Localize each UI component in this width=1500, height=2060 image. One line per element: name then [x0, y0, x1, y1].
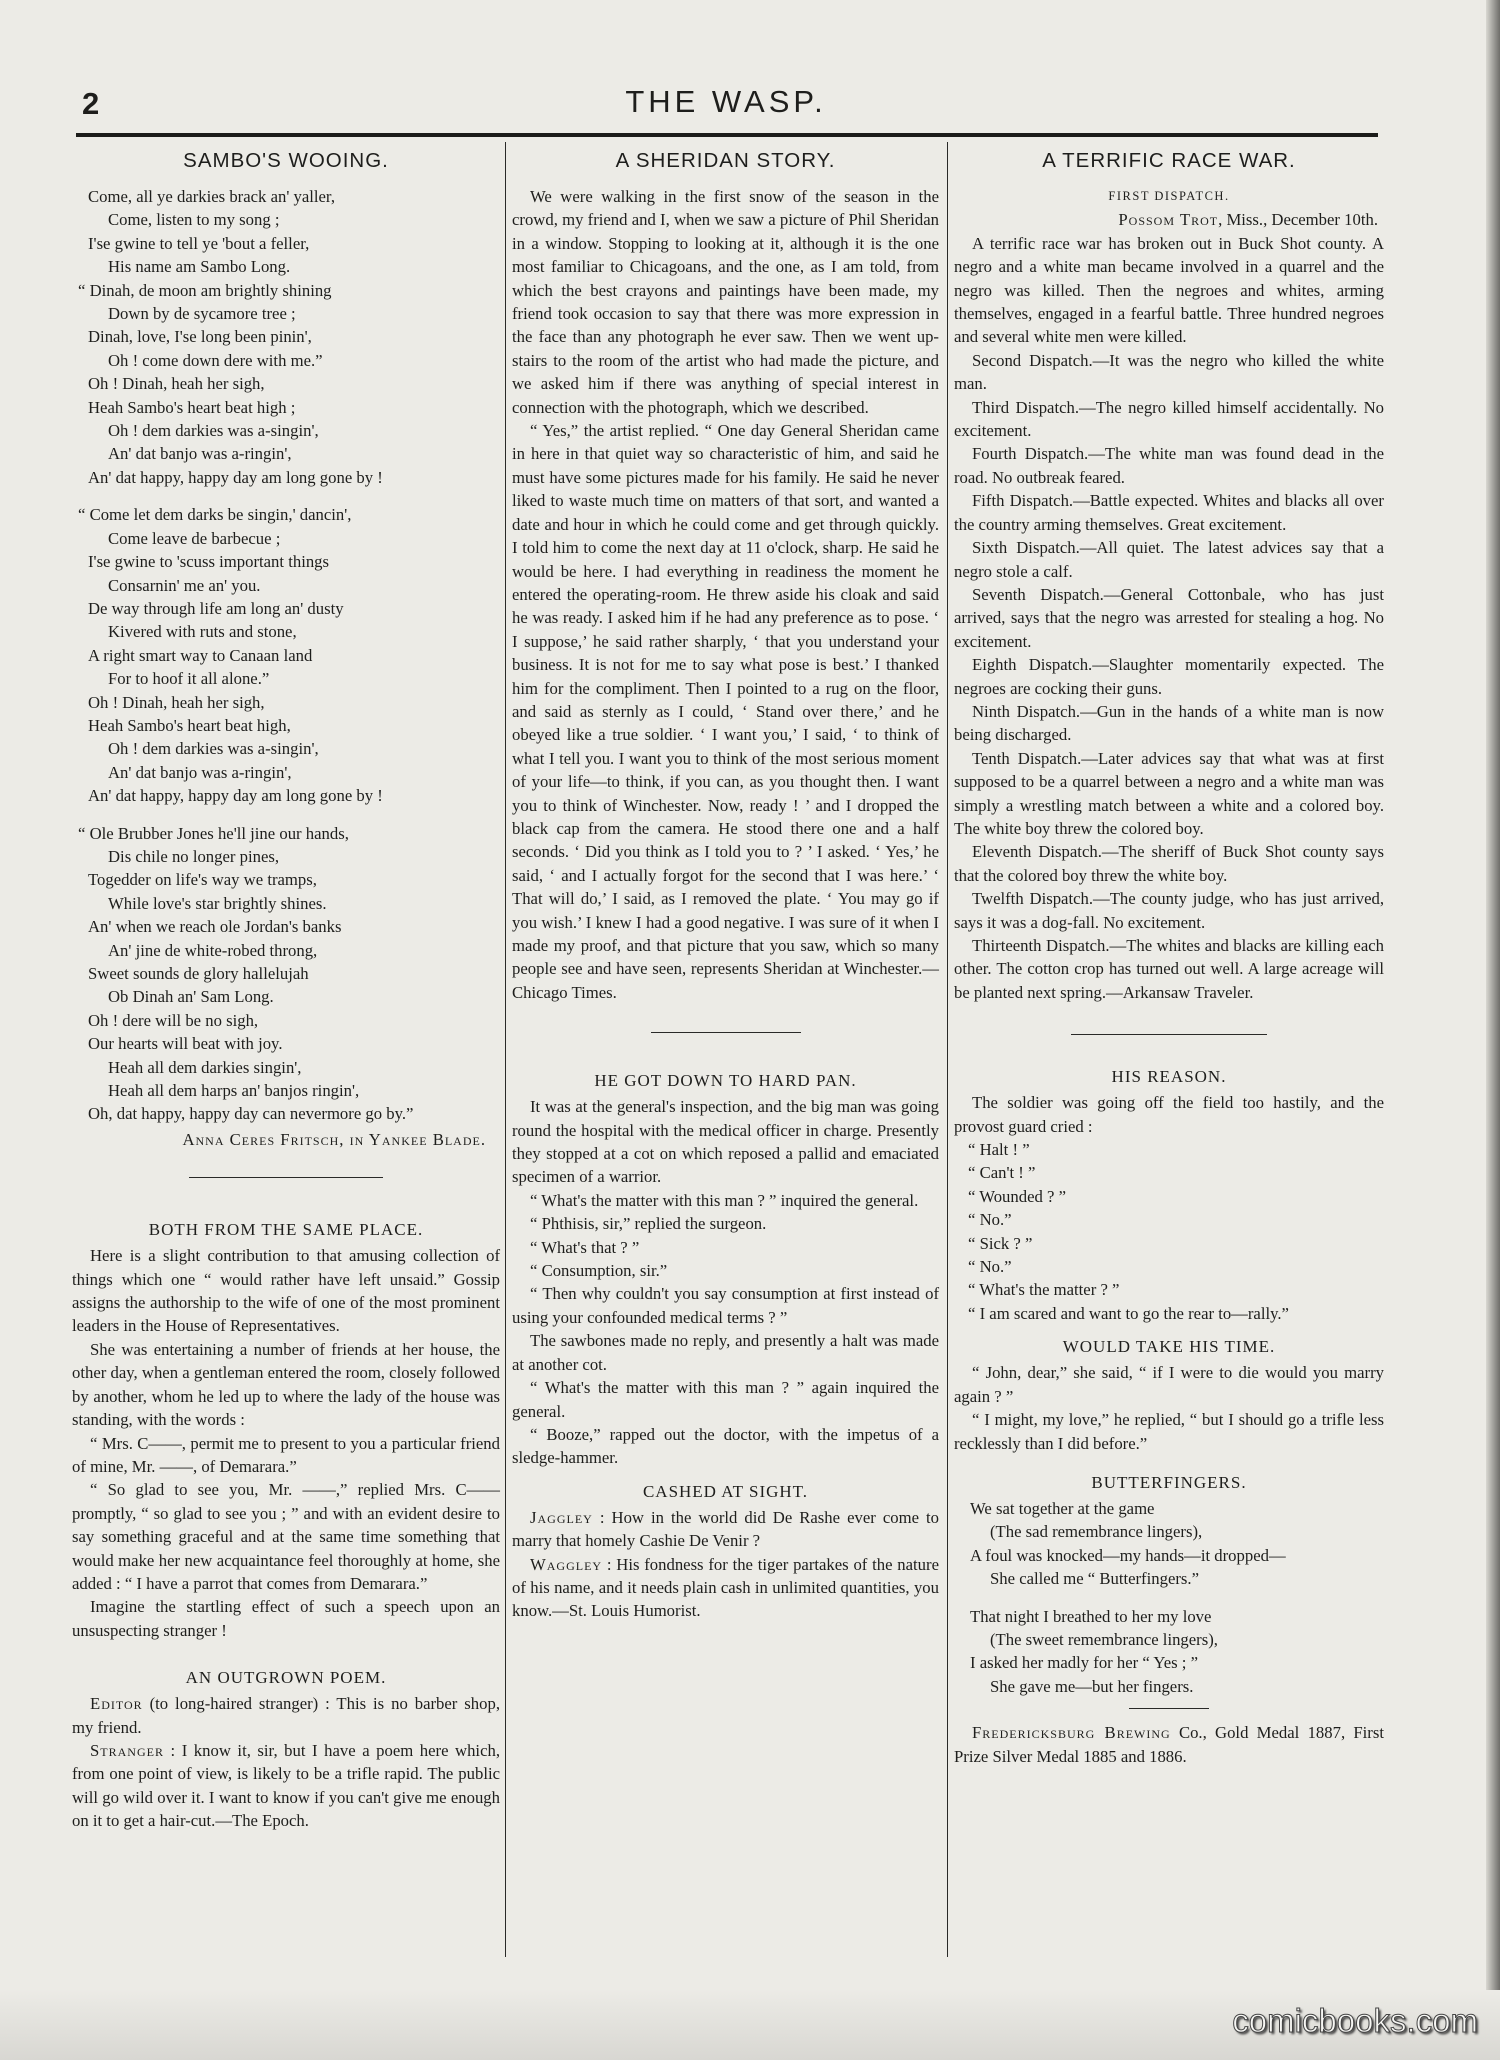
- column-middle: [512, 145, 939, 1623]
- poem-line: Oh ! dere will be no sigh,: [88, 1010, 259, 1030]
- paragraph: Ninth Dispatch.—Gun in the hands of a white man is now being discharged.: [954, 701, 1384, 745]
- page-number: 2: [82, 86, 100, 121]
- dateline: Possom Trot, Miss., December 10th.: [1118, 210, 1378, 230]
- poem-line: Oh, dat happy, happy day can nevermore go by.”: [88, 1104, 414, 1124]
- poem-line: An' dat banjo was a-ringin',: [108, 762, 292, 782]
- article-title: SAMBO'S WOOING.: [183, 149, 389, 172]
- dialogue-line: “ No.”: [968, 1210, 1012, 1230]
- dialogue-line: “ Halt ! ”: [968, 1140, 1030, 1160]
- paragraph: A terrific race war has broken out in Buck Shot county. A negro and a white man became involved in a quarrel and the negro was killed. Then the negroes and whites, arming themselves, engaged in a fearful battle. Three hundred negroes and several white men were killed.: [954, 233, 1384, 347]
- article-title: HE GOT DOWN TO HARD PAN.: [594, 1071, 857, 1091]
- poem-line: “ Come let dem darks be singin,' dancin',: [78, 505, 352, 525]
- article-title: A TERRIFIC RACE WAR.: [1042, 149, 1296, 172]
- poem-line: “ Ole Brubber Jones he'll jine our hands,: [78, 823, 349, 843]
- poem-line: Togedder on life's way we tramps,: [88, 870, 317, 890]
- paragraph: Tenth Dispatch.—Later advices say that what was at first supposed to be a quarrel between a negro and a white man was simply a wrestling match between a white and a colored boy. The white boy threw the colored boy.: [954, 748, 1384, 838]
- paragraph: She was entertaining a number of friends at her house, the other day, when a gentleman entered the room, closely followed by another, whom he led up to where the lady of the house was standing, with the words :: [72, 1339, 500, 1430]
- poem-line: She gave me—but her fingers.: [990, 1676, 1194, 1696]
- poem-line: I'se gwine to tell ye 'bout a feller,: [88, 233, 310, 253]
- paragraph: Eleventh Dispatch.—The sheriff of Buck Shot county says that the colored boy threw the white boy.: [954, 842, 1384, 885]
- poem-line: We sat together at the game: [970, 1498, 1155, 1518]
- column-rule: [505, 142, 506, 1957]
- paragraph: “ John, dear,” she said, “ if I were to die would you marry again ? ”: [954, 1363, 1384, 1406]
- article-body: [72, 1244, 500, 1642]
- paragraph: Eighth Dispatch.—Slaughter momentarily expected. The negroes are cocking their guns.: [954, 655, 1384, 698]
- poem-line: An' dat banjo was a-ringin',: [108, 444, 292, 464]
- article-title: AN OUTGROWN POEM.: [185, 1668, 387, 1688]
- column-left: [72, 145, 500, 1833]
- paragraph: We were walking in the first snow of the season in the crowd, my friend and I, when we saw a picture of Phil Sheridan in a window. Stopping to looking at it, although it is the one most familiar to Chicagoans, and the one, as I am told, from which the best crayons and paintings have been made, my friend took occasion to say that there was more expression in the face than any photograph he ever saw. Then we went up-stairs to the room of the artist who had made the picture, and we asked him if there was anything of special interest in connection with the photograph, which we described.: [512, 187, 939, 417]
- dialogue-line: “ I am scared and want to go the rear to—rally.”: [968, 1303, 1289, 1323]
- paragraph: “ Consumption, sir.”: [530, 1261, 668, 1281]
- page-header: [76, 82, 1376, 132]
- poem-line: Heah Sambo's heart beat high,: [88, 715, 291, 735]
- paragraph: It was at the general's inspection, and the big man was going round the hospital with the medical officer in charge. Presently they stopped at a cot on which reposed a pallid and emaciated specimen of a warrior.: [512, 1097, 939, 1187]
- poem-line: Heah Sambo's heart beat high ;: [88, 397, 296, 417]
- paragraph: “ What's the matter with this man ? ” again inquired the general.: [512, 1378, 939, 1421]
- poem-line: An' when we reach ole Jordan's banks: [88, 917, 342, 937]
- poem-line: That night I breathed to her my love: [970, 1606, 1212, 1626]
- poem-line: I'se gwine to 'scuss important things: [88, 552, 330, 572]
- poem-attribution: Anna Ceres Fritsch, in Yankee Blade.: [182, 1129, 486, 1149]
- poem-line: An' dat happy, happy day am long gone by !: [88, 467, 383, 487]
- poem-line: Dinah, love, I'se long been pinin',: [88, 327, 312, 347]
- poem-line: Ob Dinah an' Sam Long.: [108, 987, 274, 1007]
- article-title: BUTTERFINGERS.: [1091, 1472, 1247, 1492]
- paragraph: “ What's the matter with this man ? ” inquired the general.: [530, 1190, 919, 1210]
- poem-line: Sweet sounds de glory hallelujah: [88, 964, 309, 983]
- poem-line: Come, all ye darkies brack an' yaller,: [88, 187, 335, 206]
- dialogue-line: Waggley : His fondness for the tiger partakes of the nature of his name, and it needs plain cash in unlimited quantities, you know.—St. Louis Humorist.: [512, 1554, 939, 1621]
- poem-line: A foul was knocked—my hands—it dropped—: [970, 1545, 1286, 1565]
- poem-line: Down by de sycamore tree ;: [108, 304, 296, 324]
- article-body: [954, 1361, 1384, 1455]
- butterfingers-poem: [954, 1497, 1384, 1698]
- poem-line: I asked her madly for her “ Yes ; ”: [970, 1653, 1198, 1673]
- poem-line: An' dat happy, happy day am long gone by !: [88, 786, 383, 806]
- article-body: [512, 185, 939, 1004]
- paragraph: Third Dispatch.—The negro killed himself accidentally. No excitement.: [954, 397, 1384, 441]
- poem-line: She called me “ Butterfingers.”: [990, 1569, 1199, 1589]
- masthead: THE WASP.: [625, 84, 827, 119]
- paragraph: “ Phthisis, sir,” replied the surgeon.: [530, 1214, 767, 1234]
- poem-line: While love's star brightly shines.: [108, 893, 327, 913]
- column-right: [954, 145, 1384, 1768]
- paragraph: “ So glad to see you, Mr. ——,” replied Mrs. C—— promptly, “ so glad to see you ; ” and with an evident desire to say something graceful and at the same time something that would make her new acquaintance feel thoroughly at home, she added : “ I have a parrot that comes from Demarara.”: [72, 1480, 500, 1593]
- page-edge: [1486, 0, 1500, 2060]
- poem-line: “ Dinah, de moon am brightly shining: [78, 280, 332, 300]
- poem-line: Oh ! dem darkies was a-singin',: [108, 739, 319, 759]
- paragraph: Seventh Dispatch.—General Cottonbale, who has just arrived, says that the negro was arrested for stealing a hog. No excitement.: [954, 584, 1384, 651]
- poem-line: An' jine de white-robed throng,: [108, 940, 318, 960]
- header-rule: [76, 133, 1378, 137]
- paragraph: “ I might, my love,” he replied, “ but I should go a trifle less recklessly than I did before.”: [954, 1410, 1384, 1453]
- article-title: CASHED AT SIGHT.: [642, 1481, 809, 1501]
- poem-line: Oh ! dem darkies was a-singin',: [108, 421, 319, 441]
- advertisement: Fredericksburg Brewing Co., Gold Medal 1887, First Prize Silver Medal 1885 and 1886.: [954, 1723, 1384, 1766]
- poem-line: Oh ! come down dere with me.”: [108, 350, 323, 370]
- article-intro: The soldier was going off the field too hastily, and the provost guard cried :: [954, 1093, 1384, 1136]
- poem-line: Kivered with ruts and stone,: [108, 622, 297, 642]
- dialogue-line: “ Wounded ? ”: [968, 1186, 1066, 1206]
- poem-line: A right smart way to Canaan land: [88, 645, 313, 665]
- paragraph: “ Then why couldn't you say consumption at first instead of using your confounded medical terms ? ”: [512, 1284, 939, 1327]
- paragraph: Fourth Dispatch.—The white man was found dead in the road. No outbreak feared.: [954, 444, 1384, 487]
- article-title: HIS REASON.: [1111, 1067, 1227, 1087]
- poem-line: (The sweet remembrance lingers),: [990, 1629, 1218, 1649]
- dialogue-line: “ What's the matter ? ”: [968, 1280, 1120, 1300]
- paragraph: “ What's that ? ”: [530, 1237, 640, 1257]
- poem-line: Dis chile no longer pines,: [108, 846, 280, 866]
- paragraph: Second Dispatch.—It was the negro who killed the white man.: [954, 350, 1384, 394]
- paragraph: Fifth Dispatch.—Battle expected. Whites and blacks all over the country arming themselves. Great excitement.: [954, 491, 1384, 534]
- paragraph: “ Mrs. C——, permit me to present to you a particular friend of mine, Mr. ——, of Demarara.”: [72, 1433, 500, 1476]
- poem-line: De way through life am long an' dusty: [88, 598, 344, 618]
- dialogue-line: “ Sick ? ”: [968, 1233, 1033, 1253]
- poem-line: (The sad remembrance lingers),: [990, 1522, 1203, 1542]
- paragraph: The sawbones made no reply, and presently a halt was made at another cot.: [512, 1331, 939, 1374]
- paragraph: “ Yes,” the artist replied. “ One day General Sheridan came in here in that quiet way so characteristic of him, and said he must have some pictures made for his family. He said he never liked to waste much time on matters of that sort, and wanted a date and hour in which he could come and get through quickly. I told him to come the next day at 11 o'clock, sharp. He said he would be here. I had everything in readiness the moment he entered the operating-room. He threw aside his cloak and said he was ready. I asked him if he had any preference as to pose. ‘ I suppose,’ he said rather sharply, ‘ that you understand your business. It is not for me to say what pose is best.’ I thanked him for the compliment. Then I pointed to a rug on the floor, and said as sternly as I could, ‘ Stand over there,’ and he obeyed like a true soldier. ‘ I want you,’ I said, ‘ to think of what I tell you. I want you to think of the most serious moment of your life—to think, if you can, as you thought then. I want you to think of Winchester. Now, ready ! ’ and I dropped the black cap from the camera. He stood there one and a half seconds. ‘ Did you think as I told you to ? ’ I asked. ‘ Yes,’ he said, ‘ and I actually forgot for the second that I was here.’ ‘ That will do,’ I said, as I removed the plate. ‘ You may go if you wish.’ I knew I had a good negative. I was sure of it when I made my proof, and that picture that you saw, which so many people see and have seen, represents Sheridan at Winchester.—Chicago Times.: [512, 421, 939, 1002]
- dialogue-list: [954, 1138, 1384, 1325]
- paragraph: Sixth Dispatch.—All quiet. The latest advices say that a negro stole a calf.: [954, 538, 1384, 581]
- article-title: WOULD TAKE HIS TIME.: [1062, 1337, 1276, 1357]
- dialogue-line: “ No.”: [968, 1257, 1012, 1277]
- poem-line: Consarnin' me an' you.: [108, 575, 261, 595]
- dialogue-line: Stranger : I know it, sir, but I have a poem here which, from one point of view, is likely to be a trifle rapid. The public will go wild over it. I want to know if you can't give me enough on it to get a hair-cut.—The Epoch.: [72, 1740, 500, 1831]
- article-body: [512, 1095, 939, 1470]
- poem-line: Come, listen to my song ;: [108, 210, 280, 230]
- article-title: BOTH FROM THE SAME PLACE.: [148, 1220, 424, 1240]
- dialogue-line: “ Can't ! ”: [968, 1163, 1036, 1183]
- poem-line: For to hoof it all alone.”: [108, 669, 270, 689]
- sambo-poem: [72, 185, 500, 1126]
- watermark: comicbooks.com: [1232, 2002, 1478, 2039]
- poem-line: Oh ! Dinah, heah her sigh,: [88, 374, 265, 394]
- paragraph: “ Booze,” rapped out the doctor, with the impetus of a sledge-hammer.: [512, 1424, 939, 1468]
- column-rule: [947, 142, 948, 1957]
- paragraph: Here is a slight contribution to that amusing collection of things which one “ would rather have left unsaid.” Gossip assigns the authorship to the wife of one of the most prominent leaders in the House of Representatives.: [72, 1246, 500, 1336]
- poem-line: Heah all dem darkies singin',: [108, 1057, 302, 1077]
- poem-line: Our hearts will beat with joy.: [88, 1034, 283, 1054]
- dispatch-heading: FIRST DISPATCH.: [1108, 189, 1230, 203]
- poem-line: Heah all dem harps an' banjos ringin',: [108, 1081, 360, 1101]
- paragraph: Thirteenth Dispatch.—The whites and blacks are killing each other. The cotton crop has turned out well. A large acreage will be planted next spring.—Arkansaw Traveler.: [954, 936, 1384, 1002]
- paragraph: Twelfth Dispatch.—The county judge, who has just arrived, says it was a dog-fall. No excitement.: [954, 889, 1384, 932]
- poem-line: His name am Sambo Long.: [108, 257, 291, 277]
- article-title: A SHERIDAN STORY.: [615, 149, 836, 172]
- poem-line: Come leave de barbecue ;: [108, 528, 281, 548]
- dialogue-line: Jaggley : How in the world did De Rashe ever come to marry that homely Cashie De Venir ?: [512, 1507, 939, 1551]
- paragraph: Imagine the startling effect of such a speech upon an unsuspecting stranger !: [72, 1597, 500, 1640]
- dialogue-line: Editor (to long-haired stranger) : This is no barber shop, my friend.: [72, 1694, 500, 1737]
- article-body: [954, 232, 1384, 1004]
- poem-line: Oh ! Dinah, heah her sigh,: [88, 692, 265, 712]
